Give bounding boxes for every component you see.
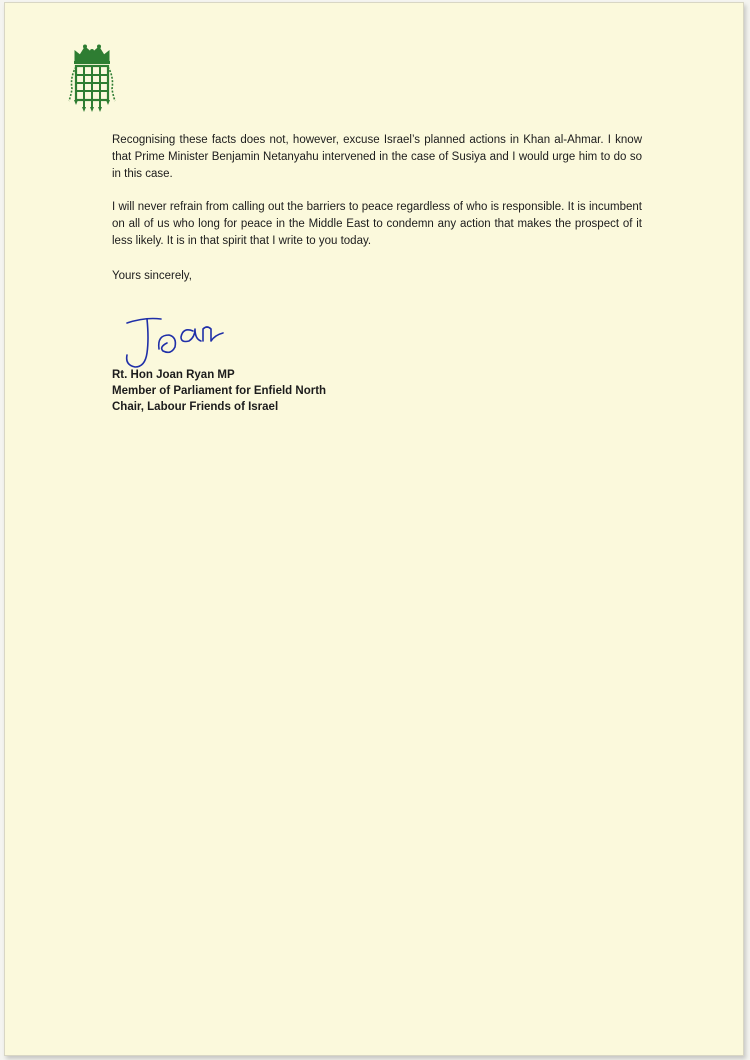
paragraph: I will never refrain from calling out the barriers to peace regardless of who is responsible. It is incumbent on all of us who long for peace in the Middle East to condemn any action that makes the prospect of it less likely. It is in that spirit that I write to you today. xyxy=(112,201,642,247)
signatory-role: Member of Parliament for Enfield North xyxy=(112,385,327,397)
signature-block xyxy=(112,367,326,415)
letter-page xyxy=(4,2,744,1056)
handwritten-signature xyxy=(123,309,271,371)
signatory-name: Rt. Hon Joan Ryan MP xyxy=(112,369,235,381)
portcullis-crest-icon xyxy=(67,43,117,115)
closing-salutation: Yours sincerely, xyxy=(112,270,192,282)
paragraph: Recognising these facts does not, however, excuse Israel’s planned actions in Khan al-Ahmar. I know that Prime Minister Benjamin Netanyahu intervened in the case of Susiya and I would urge him to do so in this case. xyxy=(112,134,642,180)
letter-body xyxy=(112,132,642,250)
signatory-chair: Chair, Labour Friends of Israel xyxy=(112,401,279,413)
